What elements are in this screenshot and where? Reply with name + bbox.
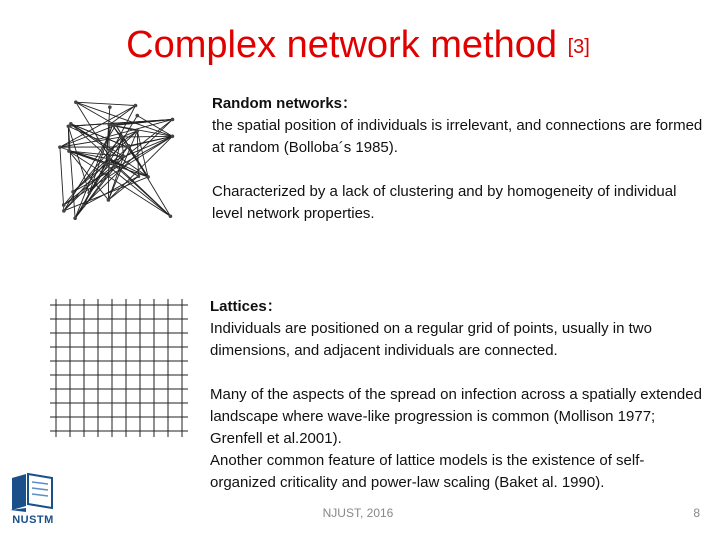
random-networks-definition: the spatial position of individuals is irrelevant, and connections are formed at random (Bolloba´s 1985). (212, 117, 703, 156)
slide-title-reference: [3] (567, 36, 590, 58)
random-network-illustration (50, 92, 182, 224)
page-number: 8 (693, 506, 700, 520)
lattices-criticality: Another common feature of lattice models is the existence of self-organized criticality and power-law scaling (Baket al. 1990). (210, 452, 645, 491)
lattices-heading: Lattices： (210, 298, 282, 315)
slide-title-text: Complex network method (126, 24, 558, 66)
lattices-text (210, 296, 710, 494)
footer-text: NJUST, 2016 (322, 506, 394, 520)
random-networks-heading: Random networks： (212, 95, 358, 112)
lattice-illustration (44, 293, 196, 445)
random-networks-characterization: Characterized by a lack of clustering and by homogeneity of individual level network properties. (212, 183, 677, 222)
random-networks-text (212, 93, 708, 225)
logo-text: NUSTM (12, 514, 54, 526)
slide-title (0, 22, 716, 70)
lattices-definition: Individuals are positioned on a regular grid of points, usually in two dimensions, and adjacent individuals are connected. (210, 320, 652, 359)
lattices-spread-aspects: Many of the aspects of the spread on infection across a spatially extended landscape where wave-like progression is common (Mollison 1977; Grenfell et al.2001). (210, 386, 702, 447)
